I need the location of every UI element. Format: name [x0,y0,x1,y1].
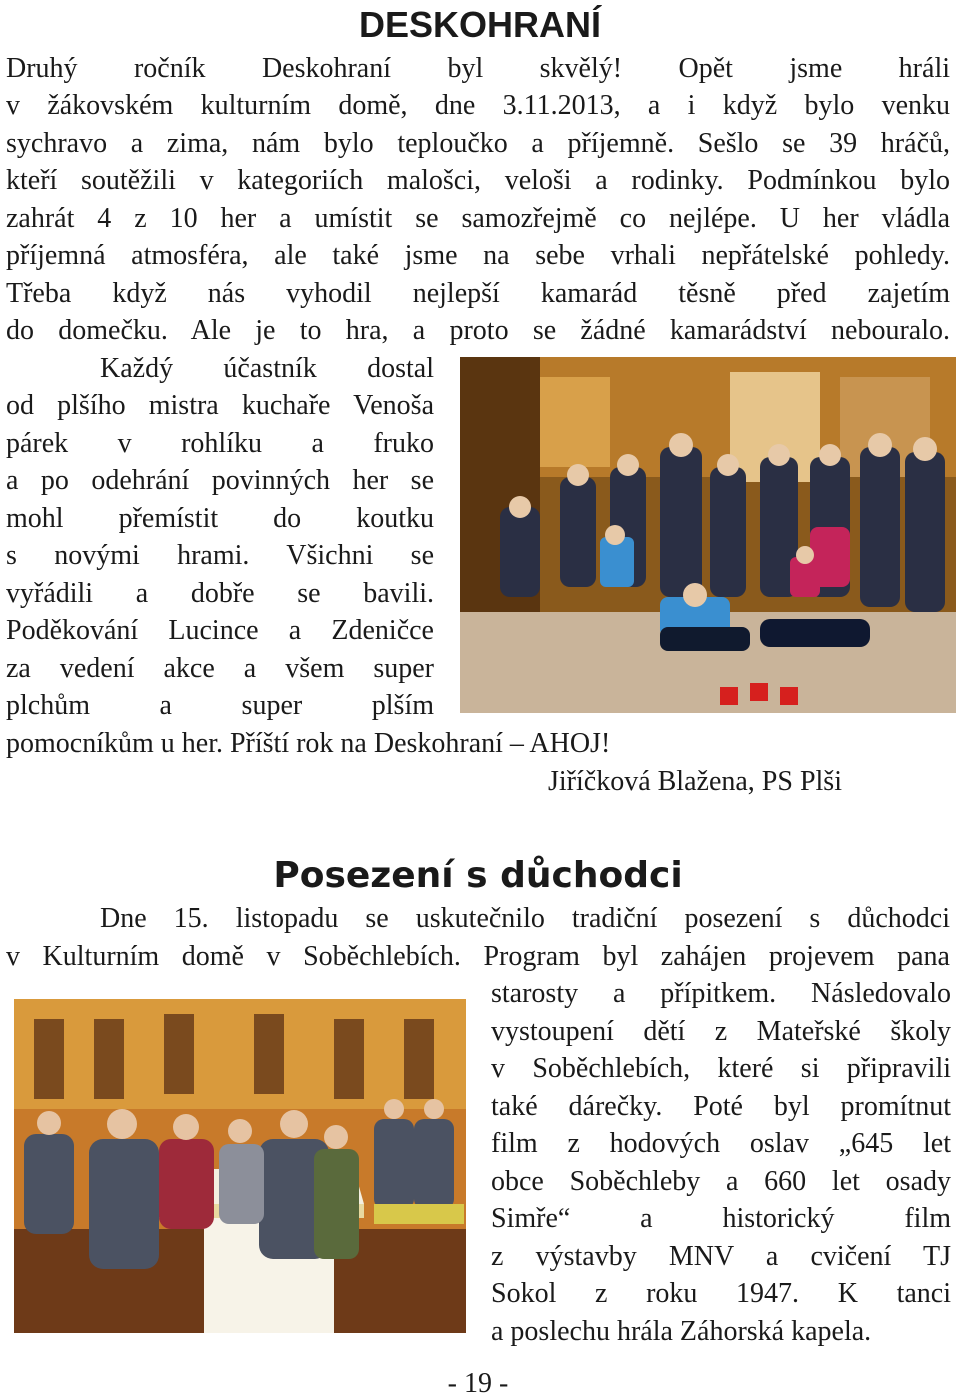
article2-narrow-line-5: film z hodových oslav „645 let [491,1128,951,1159]
article1-narrow-line-3: párek v rohlíku a fruko [6,428,434,459]
article1-narrow-line-5: mohl přemístit do koutku [6,503,434,534]
article2-narrow-line-8: z výstavby MNV a cvičení TJ [491,1241,951,1272]
article1-line-4: kteří soutěžili v kategoriích malošci, veloši a rodinky. Podmínkou bylo [6,165,950,196]
article1-line-6: příjemná atmosféra, ale také jsme na sebe vrhali nepřátelské pohledy. [6,240,950,271]
article2-line-1: Dne 15. listopadu se uskutečnilo tradiční posezení s důchodci [100,903,950,934]
group-photo [460,357,956,713]
page-number: - 19 - [447,1368,509,1399]
seniors-photo-illustration [14,999,466,1333]
article1-line-7: Třeba když nás vyhodil nejlepší kamarád těsně před zajetím [6,278,950,309]
group-photo-illustration [460,357,956,713]
article1-line-8: do domečku. Ale je to hra, a proto se žádné kamarádství nebouralo. [6,315,950,346]
seniors-photo [14,999,466,1333]
article2-narrow-line-4: také dárečky. Poté byl promítnut [491,1091,951,1122]
article1-line-3: sychravo a zima, nám bylo teploučko a příjemně. Sešlo se 39 hráčů, [6,128,950,159]
article-title-deskohrani: DESKOHRANÍ [358,4,601,45]
article2-line-2: v Kulturním domě v Soběchlebích. Program byl zahájen projevem pana [6,941,950,972]
article2-narrow-line-10: a poslechu hrála Záhorská kapela. [491,1316,872,1347]
article1-narrow-line-7: vyřádili a dobře se bavili. [6,578,434,609]
article2-narrow-line-7: Simře“ a historický film [491,1203,951,1234]
article1-narrow-line-4: a po odehrání povinných her se [6,465,434,496]
article1-line-2: v žákovském kulturním domě, dne 3.11.2013, a i když bylo venku [6,90,950,121]
article2-narrow-line-1: starosty a přípitkem. Následovalo [491,978,951,1009]
article1-narrow-line-2: od plšího mistra kuchaře Venoša [6,390,434,421]
article1-author: Jiříčková Blažena, PS Plši [548,766,842,797]
article1-narrow-line-9: za vedení akce a všem super [6,653,434,684]
article1-narrow-line-8: Poděkování Lucince a Zdeničce [6,615,434,646]
article2-narrow-line-3: v Soběchlebích, které si připravili [491,1053,951,1084]
article1-narrow-line-10: plchům a super plším [6,690,434,721]
article-title-posezeni: Posezení s důchodci [273,855,683,896]
article1-line-5: zahrát 4 z 10 her a umístit se samozřejmě co nejlépe. U her vládla [6,203,950,234]
article1-narrow-line-1: Každý účastník dostal [100,353,434,384]
article1-line-1: Druhý ročník Deskohraní byl skvělý! Opět jsme hráli [6,53,950,84]
article1-narrow-line-6: s novými hrami. Všichni se [6,540,434,571]
article2-narrow-line-9: Sokol z roku 1947. K tanci [491,1278,951,1309]
article2-narrow-line-6: obce Soběchleby a 660 let osady [491,1166,951,1197]
article2-narrow-line-2: vystoupení dětí z Mateřské školy [491,1016,951,1047]
article1-last-line: pomocníkům u her. Příští rok na Deskohraní – AHOJ! [6,728,611,759]
